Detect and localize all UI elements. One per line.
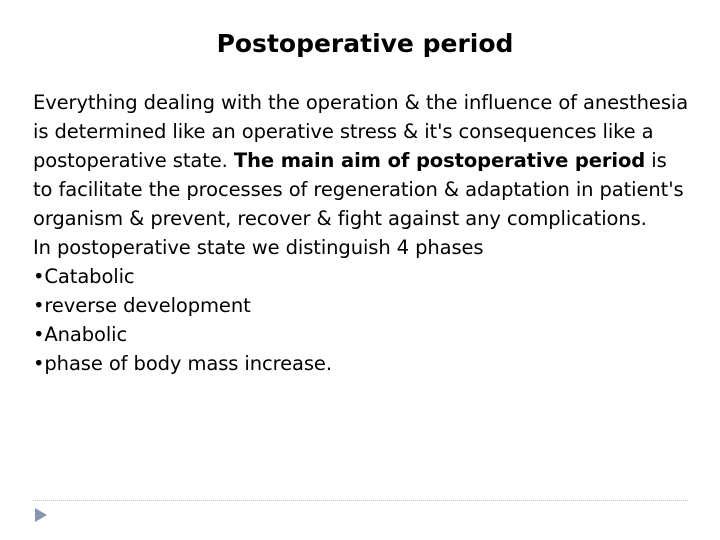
slide-body [33, 88, 693, 378]
phase-item: •Catabolic [33, 265, 135, 288]
main-aim-emphasis: The main aim of postoperative period [233, 149, 646, 172]
slide-title: Postoperative period [216, 29, 514, 58]
footer-divider [33, 500, 688, 501]
phases-intro: In postoperative state we distinguish 4 phases [33, 236, 484, 259]
paragraph-line [33, 146, 693, 175]
paragraph-line: Everything dealing with the operation & the influence of anesthesia [33, 91, 689, 114]
paragraph-text: postoperative state. [33, 149, 234, 172]
phase-item: •reverse development [33, 294, 251, 317]
paragraph-line: to facilitate the processes of regeneration & adaptation in patient's [33, 178, 684, 201]
phase-item: •Anabolic [33, 323, 128, 346]
phase-item: •phase of body mass increase. [33, 352, 332, 375]
paragraph-line: is determined like an operative stress & it's consequences like a [33, 120, 654, 143]
triangle-right-shape [35, 508, 47, 522]
paragraph-text: is [645, 149, 667, 172]
triangle-right-icon[interactable] [34, 507, 48, 523]
paragraph-line: organism & prevent, recover & fight against any complications. [33, 207, 647, 230]
